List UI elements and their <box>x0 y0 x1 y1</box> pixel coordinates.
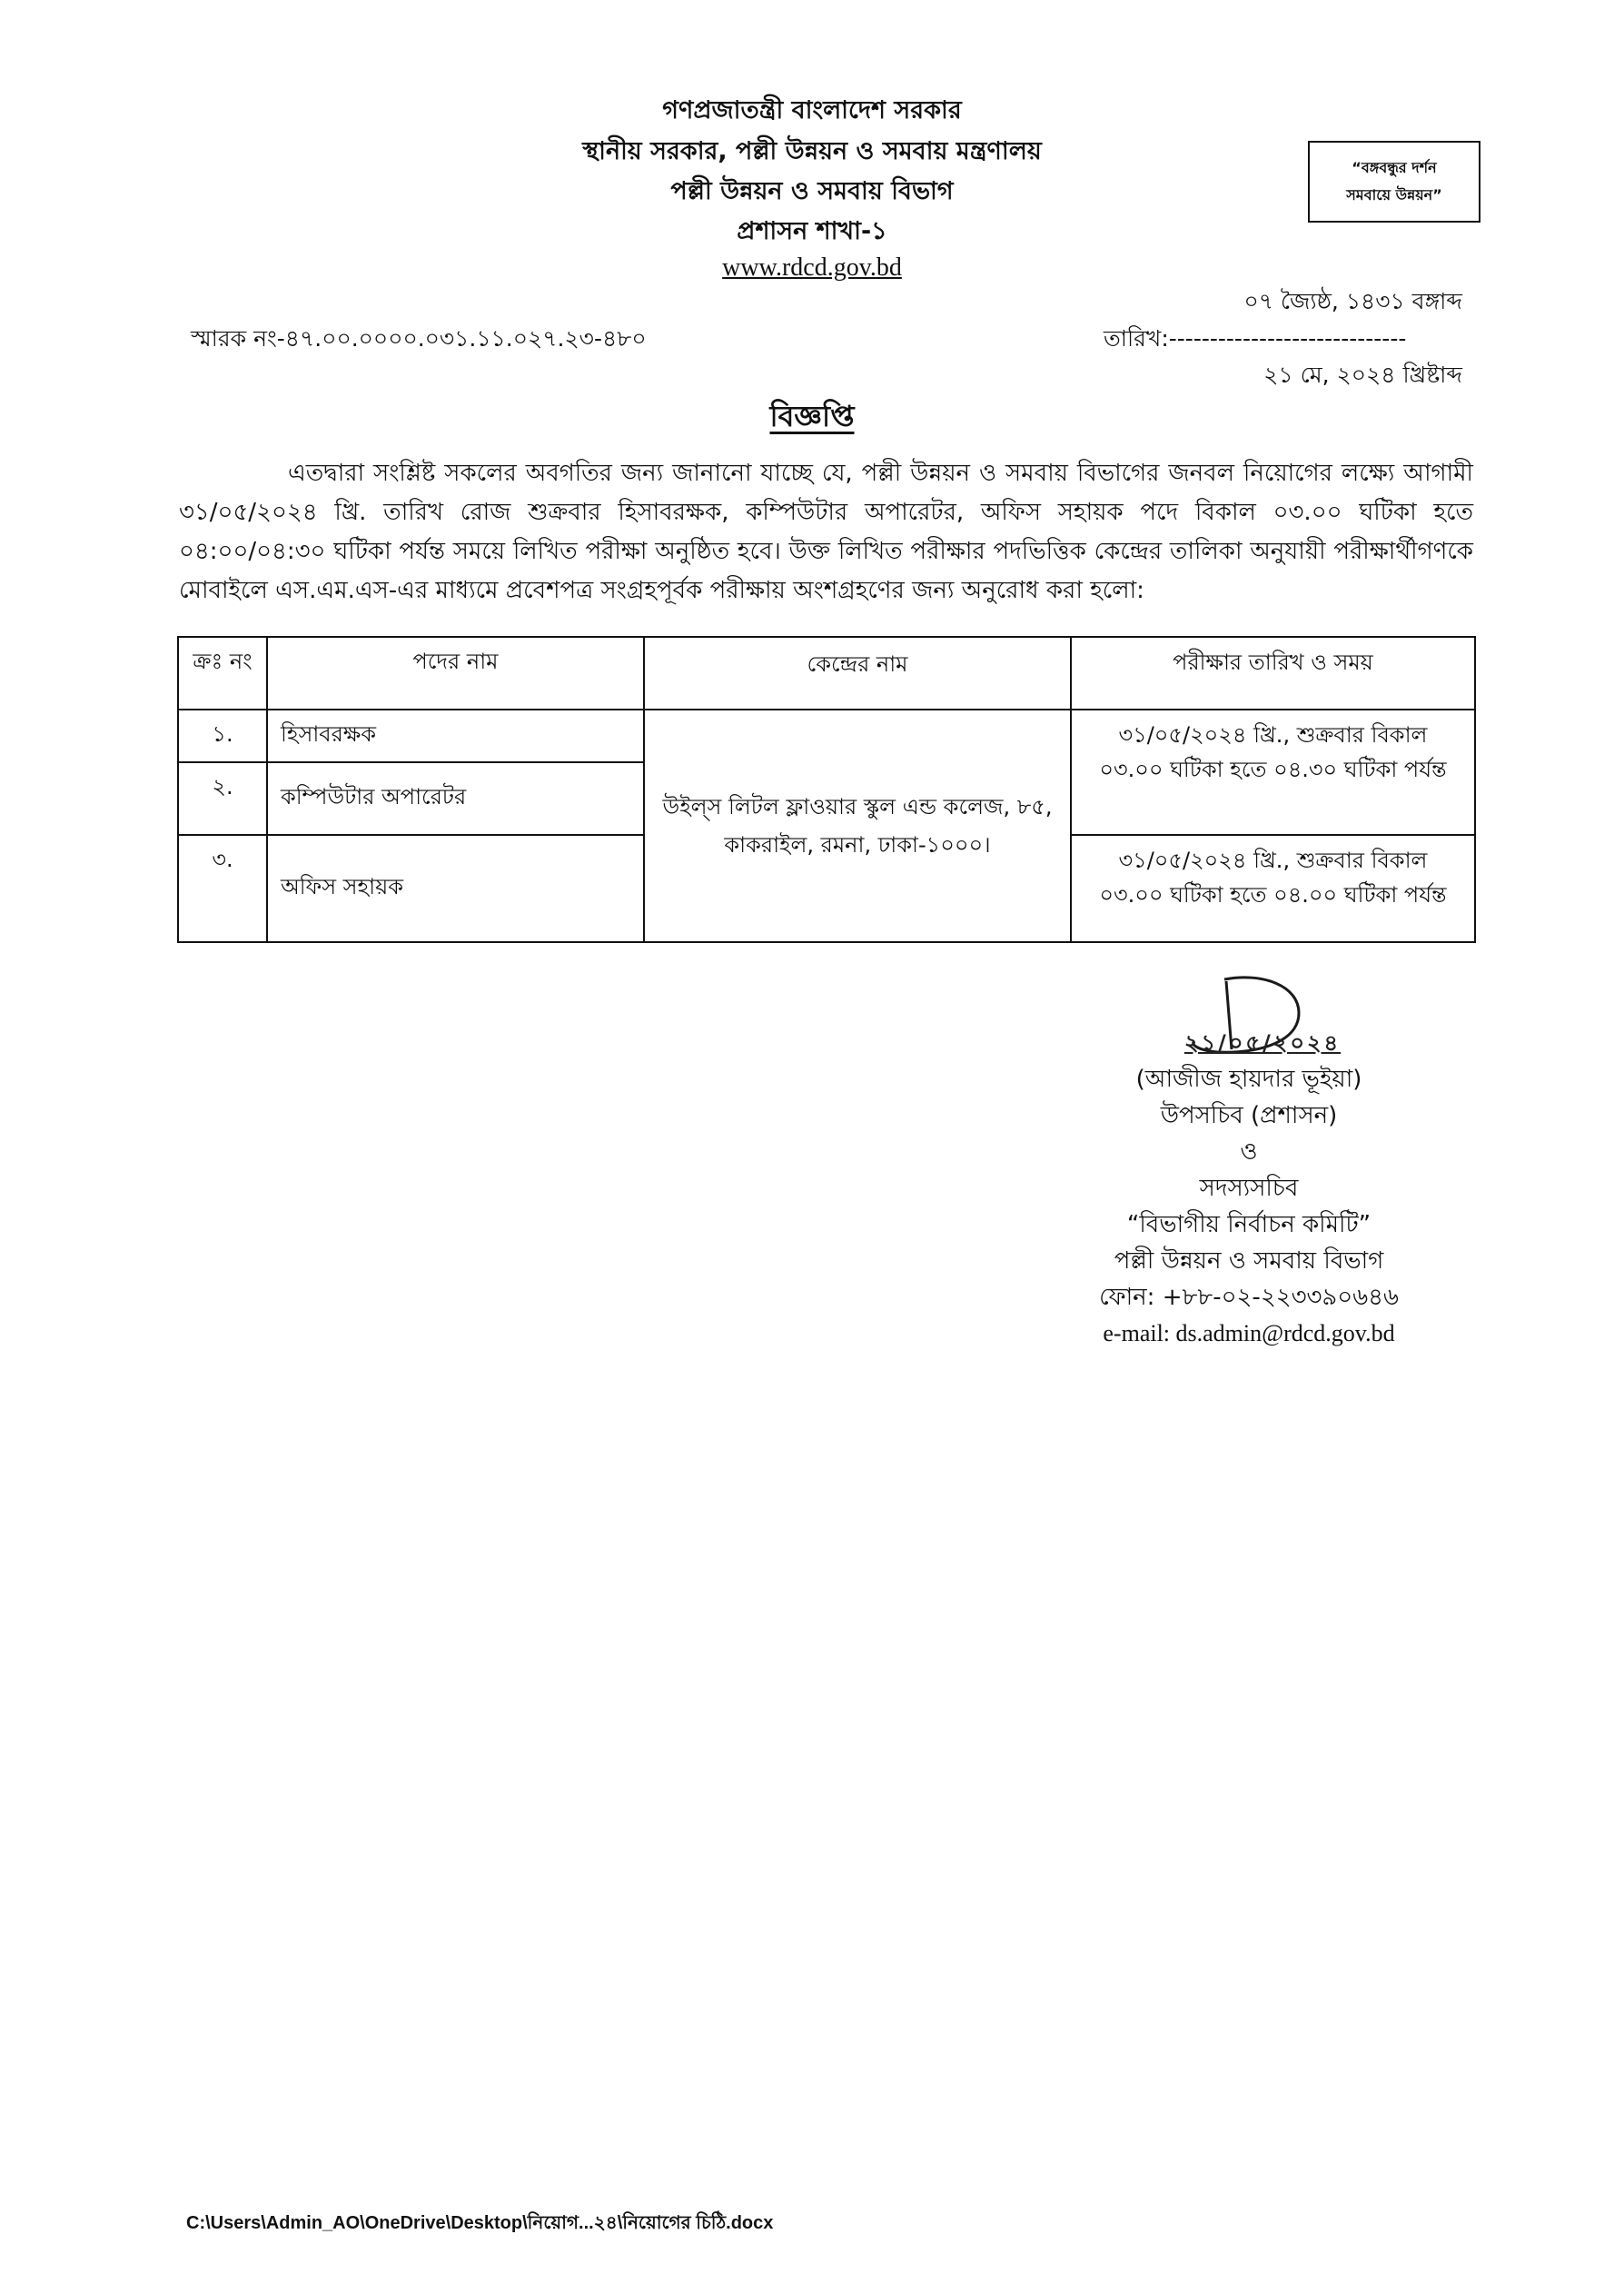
table-row <box>178 710 1475 762</box>
division-name: পল্লী উন্নয়ন ও সমবায় বিভাগ <box>670 177 954 205</box>
date-bangla: ০৭ জ্যৈষ্ঠ, ১৪৩১ বঙ্গাব্দ <box>1243 288 1462 314</box>
govt-name: গণপ্রজাতন্ত্রী বাংলাদেশ সরকার <box>662 96 962 124</box>
exam-center: উইল্‌স লিটল ফ্লাওয়ার স্কুল এন্ড কলেজ, ৮৫, কাকরাইল, রমনা, ঢাকা-১০০০। <box>644 710 1071 942</box>
date-gregorian: ২১ মে, ২০২৪ খ্রিষ্টাব্দ <box>1263 362 1462 388</box>
motto-line-1: “বঙ্গবন্ধুর দর্শন <box>1352 159 1437 176</box>
website-link[interactable]: www.rdcd.gov.bd <box>722 253 902 282</box>
row1-post: হিসাবরক্ষক <box>267 710 644 762</box>
header-datetime: পরীক্ষার তারিখ ও সময় <box>1071 637 1475 710</box>
header-post: পদের নাম <box>267 637 644 710</box>
signature-date: ২১/০৫/২০২৪ <box>1183 1030 1342 1056</box>
exam-time-a: ৩১/০৫/২০২৪ খ্রি., শুক্রবার বিকাল ০৩.০০ ঘটিকা হতে ০৪.৩০ ঘটিকা পর্যন্ত <box>1071 710 1475 835</box>
row3-serial: ৩. <box>178 835 267 942</box>
motto-line-2: সমবায়ে উন্নয়ন” <box>1346 186 1442 204</box>
branch-name: প্রশাসন শাখা-১ <box>737 217 887 245</box>
row2-serial: ২. <box>178 762 267 835</box>
url-line <box>0 250 1624 286</box>
signature-block <box>1054 1061 1444 1352</box>
signatory-and: ও <box>1240 1138 1258 1166</box>
notice-title: বিজ্ঞপ্তি <box>769 399 855 433</box>
notice-body: এতদ্বারা সংশ্লিষ্ট সকলের অবগতির জন্য জানানো যাচ্ছে যে, পল্লী উন্নয়ন ও সমবায় বিভাগের জনবল নিয়োগের লক্ষ্যে আগামী ৩১/০৫/২০২৪ খ্রি. তারিখ রোজ শুক্রবার হিসাবরক্ষক, কম্পিউটার অপারেটর, অফিস সহায়ক পদে বিকাল ০৩.০০ ঘটিকা হতে ০৪:০০/০৪:৩০ ঘটিকা পর্যন্ত সময়ে লিখিত পরীক্ষা অনুষ্ঠিত হবে। উক্ত লিখিত পরীক্ষার পদভিত্তিক কেন্দ্রের তালিকা অনুযায়ী পরীক্ষার্থীগণকে মোবাইলে এস.এম.এস-এর মাধ্যমে প্রবেশপত্র সংগ্রহপূর্বক পরীক্ষায় অংশগ্রহণের জন্য অনুরোধ করা হলো: <box>179 460 1473 604</box>
header-serial: ক্রঃ নং <box>178 637 267 710</box>
signatory-division: পল্লী উন্নয়ন ও সমবায় বিভাগ <box>1114 1247 1384 1275</box>
motto-box <box>1308 141 1480 223</box>
signature-date-wrap <box>1154 1027 1371 1063</box>
signatory-email[interactable]: e-mail: ds.admin@rdcd.gov.bd <box>1103 1320 1395 1346</box>
file-path-footer: C:\Users\Admin_AO\OneDrive\Desktop\নিয়োগ...২৪\নিয়োগের চিঠি.docx <box>186 2213 774 2233</box>
signatory-phone: ফোন: +৮৮-০২-২২৩৩৯০৬৪৬ <box>1099 1284 1399 1311</box>
memo-number: স্মারক নং-৪৭.০০.০০০০.০৩১.১১.০২৭.২৩-৪৮০ <box>191 325 647 352</box>
exam-time-b: ৩১/০৫/২০২৪ খ্রি., শুক্রবার বিকাল ০৩.০০ ঘটিকা হতে ০৪.০০ ঘটিকা পর্যন্ত <box>1071 835 1475 942</box>
row1-serial: ১. <box>178 710 267 762</box>
signatory-name: (আজীজ হায়দার ভূইয়া) <box>1135 1066 1362 1093</box>
row3-post: অফিস সহায়ক <box>267 835 644 942</box>
ministry-name: স্থানীয় সরকার, পল্লী উন্নয়ন ও সমবায় মন্ত্রণালয় <box>582 137 1042 165</box>
exam-schedule-table <box>177 636 1476 943</box>
notice-title-wrap <box>0 393 1624 442</box>
signatory-role: সদস্যসচিব <box>1199 1175 1299 1202</box>
row2-post: কম্পিউটার অপারেটর <box>267 762 644 835</box>
signatory-committee: “বিভাগীয় নির্বাচন কমিটি” <box>1126 1211 1371 1238</box>
date-label: তারিখ:----------------------------- <box>1104 325 1407 352</box>
signatory-designation: উপসচিব (প্রশাসন) <box>1160 1102 1338 1129</box>
table-header-row <box>178 637 1475 710</box>
header-center: কেন্দ্রের নাম <box>644 637 1071 710</box>
